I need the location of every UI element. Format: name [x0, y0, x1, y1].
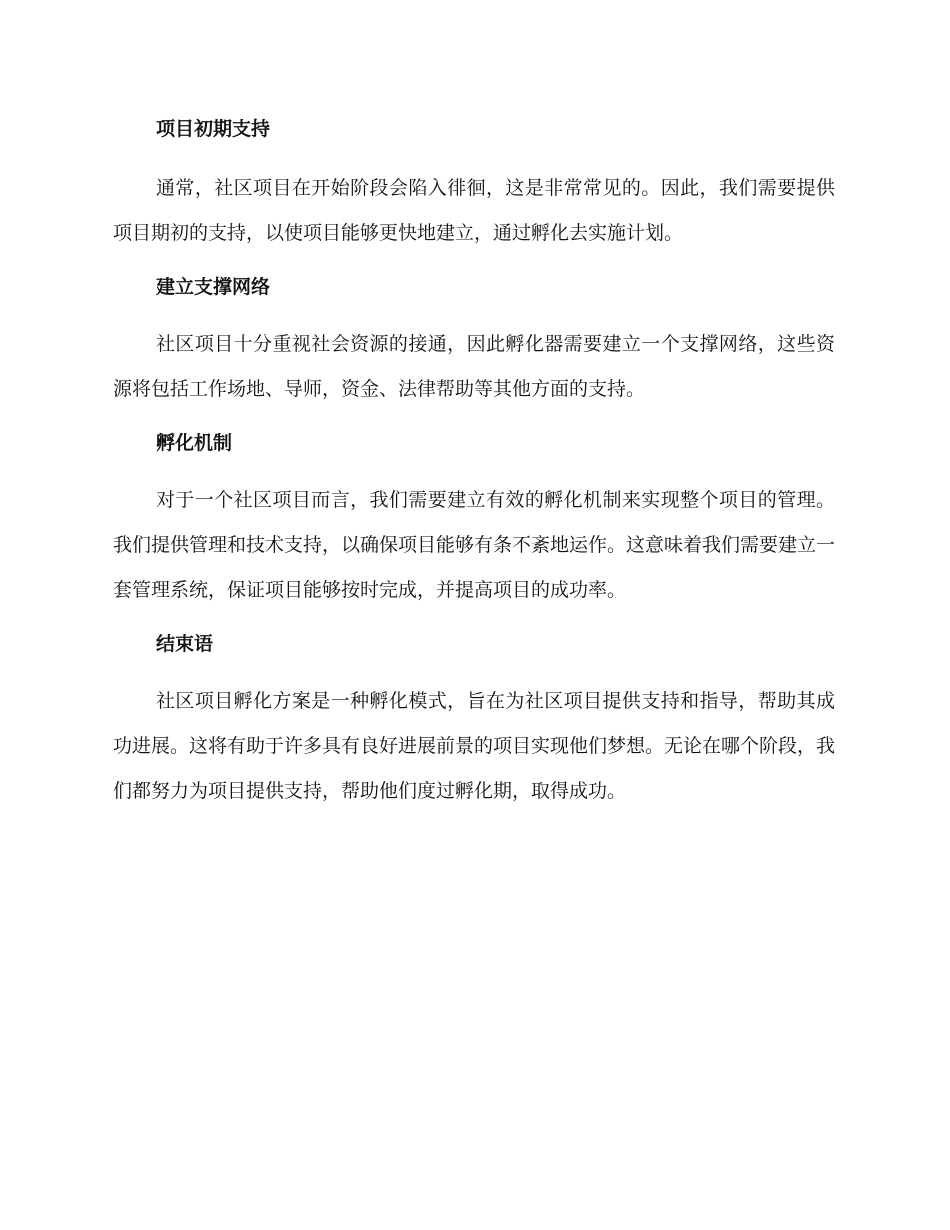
section-paragraph: 社区项目孵化方案是一种孵化模式，旨在为社区项目提供支持和指导，帮助其成功进展。这将有助于许多具有良好进展前景的项目实现他们梦想。无论在哪个阶段，我们都努力为项目提供支持，帮助他们度过孵化期，取得成功。: [113, 690, 836, 802]
section-paragraph: 通常，社区项目在开始阶段会陷入徘徊，这是非常常见的。因此，我们需要提供项目期初的支持，以使项目能够更快地建立，通过孵化去实施计划。: [113, 177, 835, 244]
section-incubation-mechanism: [113, 422, 835, 613]
section-heading: 建立支撑网络: [156, 276, 271, 298]
section-heading: 结束语: [156, 633, 214, 655]
section-paragraph: 对于一个社区项目而言，我们需要建立有效的孵化机制来实现整个项目的管理。我们提供管理和技术支持，以确保项目能够有条不紊地运作。这意味着我们需要建立一套管理系统，保证项目能够按时完成，并提高项目的成功率。: [113, 489, 836, 601]
section-heading: 孵化机制: [156, 432, 233, 454]
section-paragraph: 社区项目十分重视社会资源的接通，因此孵化器需要建立一个支撑网络，这些资源将包括工作场地、导师，资金、法律帮助等其他方面的支持。: [113, 333, 835, 400]
section-heading: 项目初期支持: [156, 118, 271, 140]
section-initial-support: [113, 108, 835, 256]
section-support-network: [113, 266, 835, 412]
section-conclusion: [113, 623, 835, 814]
